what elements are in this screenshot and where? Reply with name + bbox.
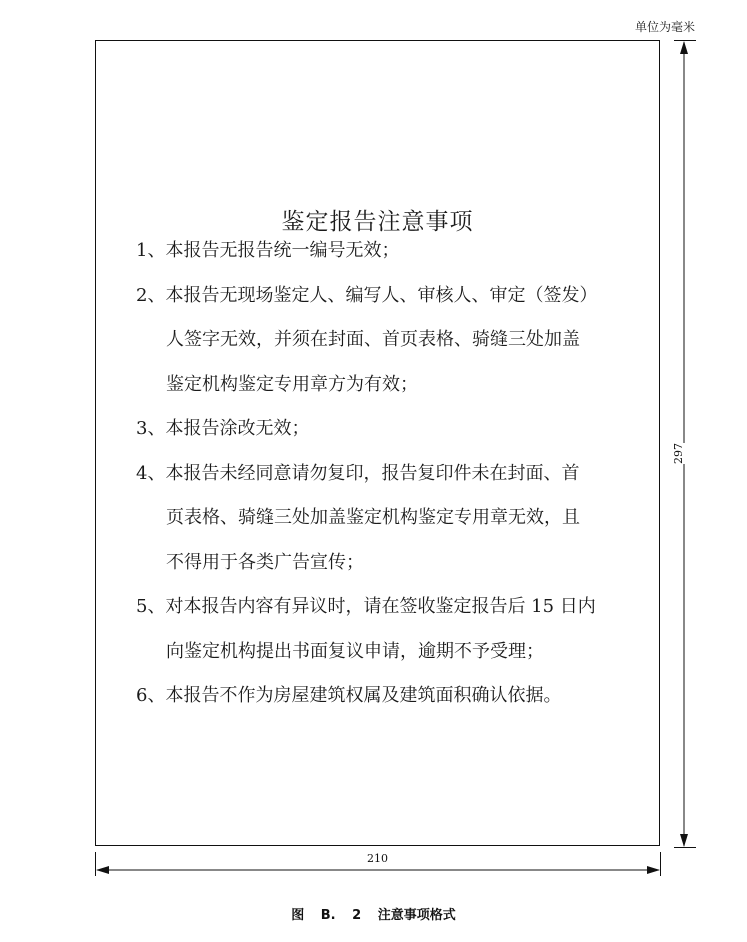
notice-line-2-cont-2: 鉴定机构鉴定专用章方为有效；: [166, 373, 418, 395]
notice-line-4-cont-2: 不得用于各类广告宣传；: [166, 551, 364, 573]
figure-caption: [0, 904, 747, 923]
notice-line-2: 2、本报告无现场鉴定人、编写人、审核人、审定（签发）: [136, 284, 598, 306]
document-title: 鉴定报告注意事项: [281, 209, 474, 235]
notice-line-2-cont-1: 人签字无效，并须在封面、首页表格、骑缝三处加盖: [166, 329, 580, 350]
notice-line-3: 3、本报告涂改无效；: [136, 418, 310, 439]
width-label: 210: [367, 852, 388, 865]
height-label: 297: [672, 443, 685, 464]
notice-line-6: 6、本报告不作为房屋建筑权属及建筑面积确认依据。: [136, 685, 562, 706]
figure-number: 图 B. 2: [291, 908, 362, 923]
notice-line-4-cont-1: 页表格、骑缝三处加盖鉴定机构鉴定专用章无效，且: [166, 507, 580, 528]
page-frame: [95, 40, 660, 846]
unit-note: 单位为毫米: [634, 20, 695, 34]
notice-line-1: 1、本报告无报告统一编号无效；: [136, 240, 400, 261]
notice-list: [136, 229, 636, 719]
notice-line-4: 4、本报告未经同意请勿复印，报告复印件未在封面、首: [136, 462, 580, 484]
notice-line-5-cont-1: 向鉴定机构提出书面复议申请，逾期不予受理；: [166, 640, 544, 662]
figure-title: 注意事项格式: [377, 908, 456, 923]
notice-line-5: 5、对本报告内容有异议时，请在签收鉴定报告后 15 日内: [136, 596, 596, 617]
